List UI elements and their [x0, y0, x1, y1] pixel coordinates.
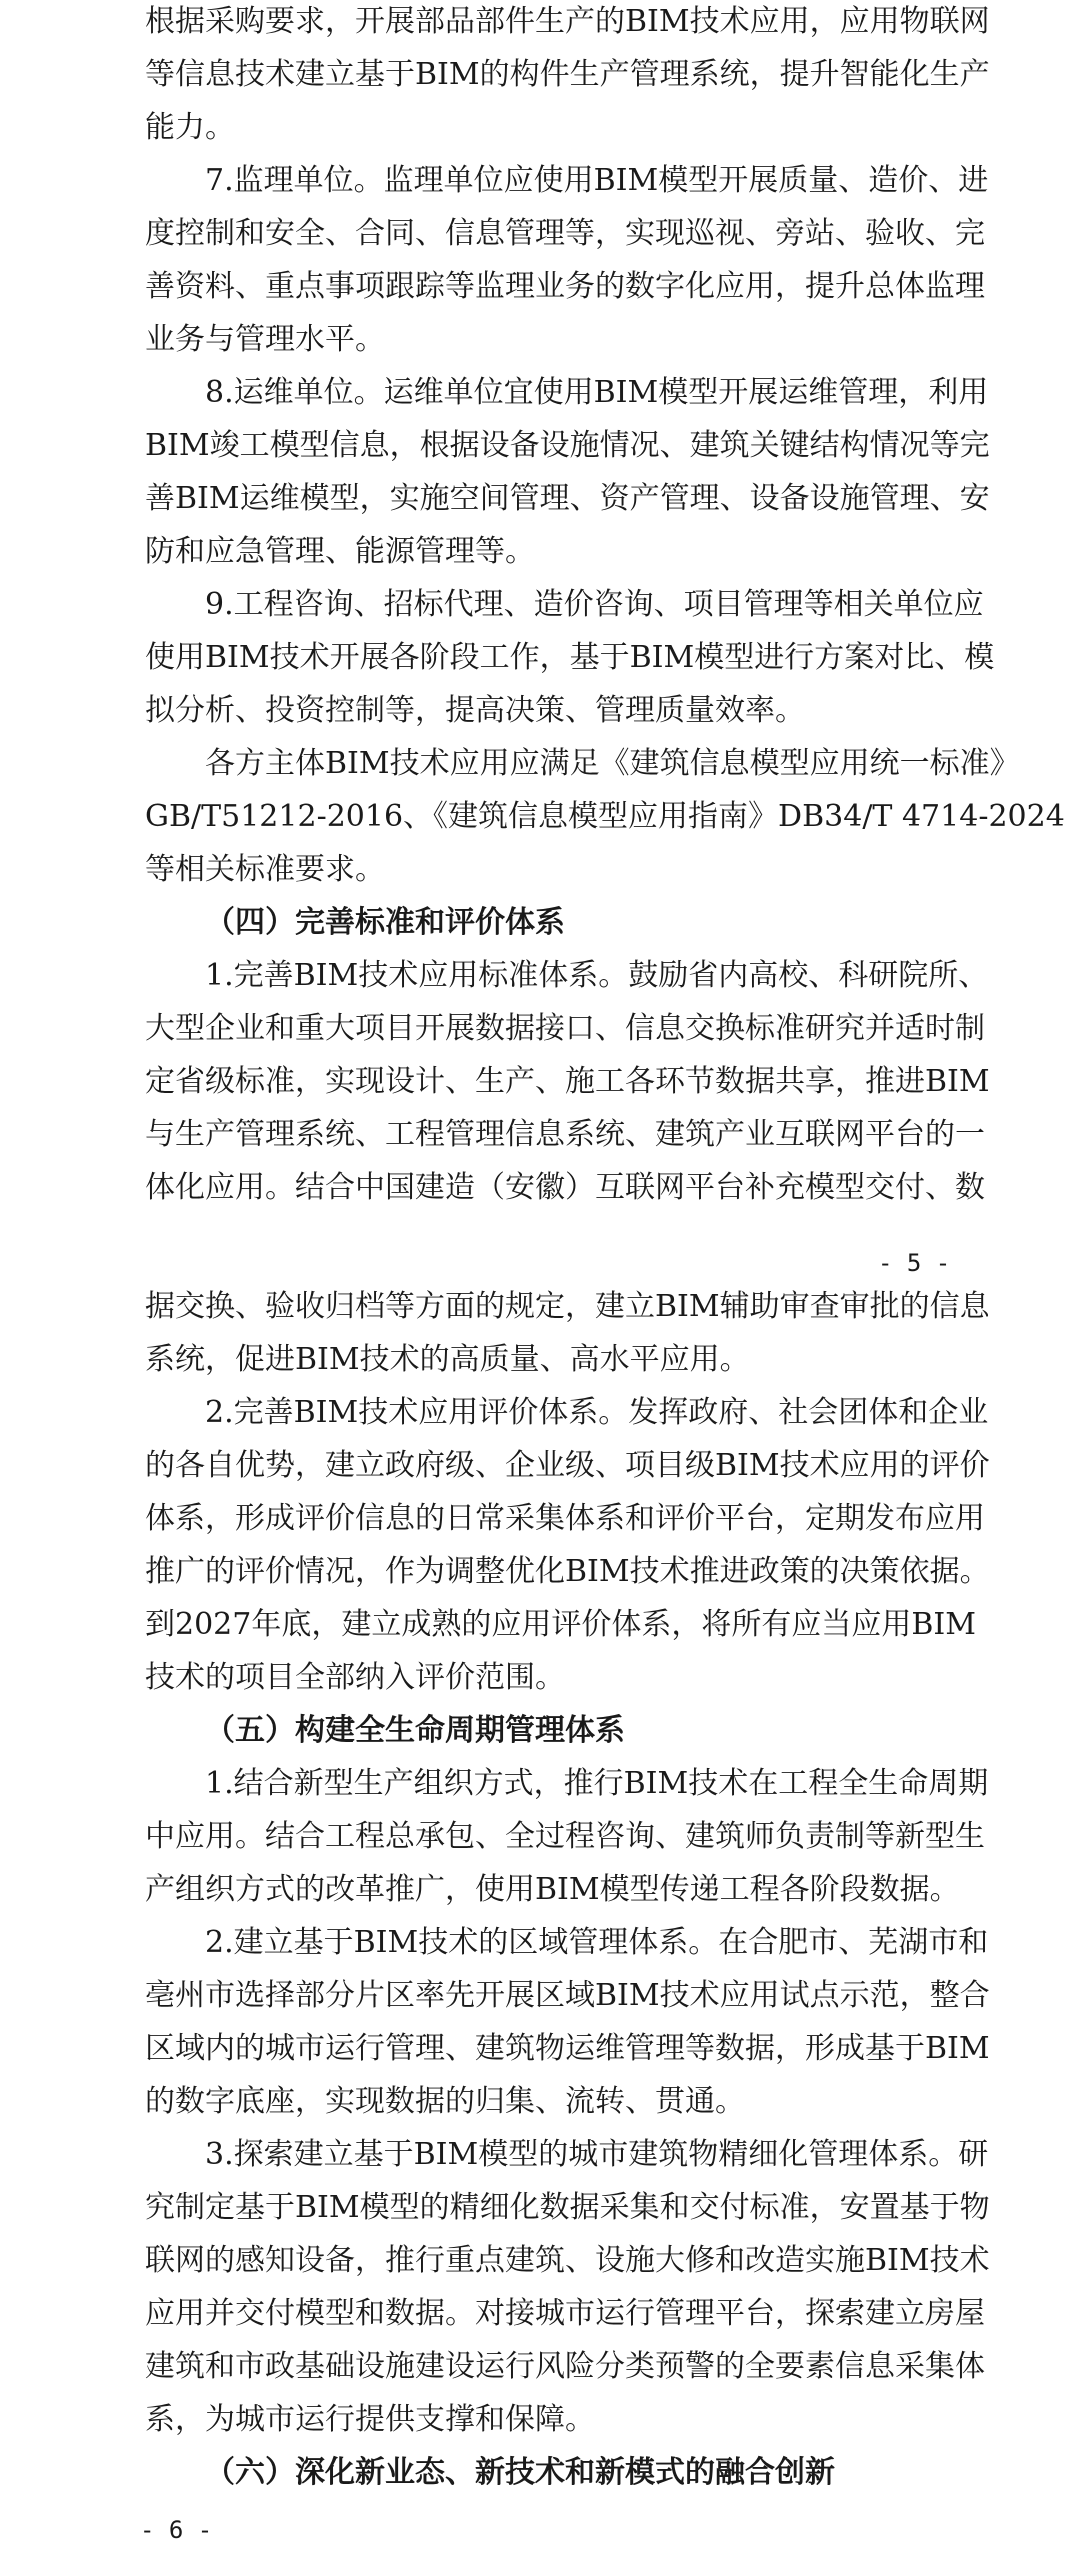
paragraph-line: 1.完善BIM技术应用标准体系。鼓励省内高校、科研院所、	[205, 958, 989, 993]
paragraph-line: 度控制和安全、合同、信息管理等，实现巡视、旁站、验收、完	[145, 216, 985, 251]
paragraph-line: 定省级标准，实现设计、生产、施工各环节数据共享，推进BIM	[145, 1064, 990, 1099]
paragraph-line: 3.探索建立基于BIM模型的城市建筑物精细化管理体系。研	[205, 2137, 989, 2172]
paragraph-line: BIM竣工模型信息，根据设备设施情况、建筑关键结构情况等完	[145, 428, 990, 463]
paragraph-line: 能力。	[145, 110, 235, 145]
paragraph-line: 系统，促进BIM技术的高质量、高水平应用。	[145, 1342, 750, 1377]
paragraph-line: 推广的评价情况，作为调整优化BIM技术推进政策的决策依据。	[145, 1554, 990, 1589]
paragraph-line: 善BIM运维模型，实施空间管理、资产管理、设备设施管理、安	[145, 481, 990, 516]
paragraph-line: 各方主体BIM技术应用应满足《建筑信息模型应用统一标准》	[205, 746, 1020, 781]
section-heading: （四）完善标准和评价体系	[205, 905, 565, 940]
paragraph-line: 的数字底座，实现数据的归集、流转、贯通。	[145, 2084, 745, 2119]
paragraph-line: 建筑和市政基础设施建设运行风险分类预警的全要素信息采集体	[145, 2349, 985, 2384]
paragraph-line: 技术的项目全部纳入评价范围。	[145, 1660, 565, 1695]
paragraph-line: 大型企业和重大项目开展数据接口、信息交换标准研究并适时制	[145, 1011, 985, 1046]
paragraph-line: 1.结合新型生产组织方式，推行BIM技术在工程全生命周期	[205, 1766, 989, 1801]
paragraph-line: 8.运维单位。运维单位宜使用BIM模型开展运维管理，利用	[205, 375, 989, 410]
paragraph-line: 系，为城市运行提供支撑和保障。	[145, 2402, 595, 2437]
paragraph-line: 根据采购要求，开展部品部件生产的BIM技术应用，应用物联网	[145, 4, 990, 39]
paragraph-line: 业务与管理水平。	[145, 322, 385, 357]
paragraph-line: 应用并交付模型和数据。对接城市运行管理平台，探索建立房屋	[145, 2296, 985, 2331]
paragraph-line: 中应用。结合工程总承包、全过程咨询、建筑师负责制等新型生	[145, 1819, 985, 1854]
paragraph-line: 体系，形成评价信息的日常采集体系和评价平台，定期发布应用	[145, 1501, 985, 1536]
paragraph-line: 的各自优势，建立政府级、企业级、项目级BIM技术应用的评价	[145, 1448, 990, 1483]
paragraph-line: 善资料、重点事项跟踪等监理业务的数字化应用，提升总体监理	[145, 269, 985, 304]
page-number: - 5 -	[878, 1249, 951, 1277]
paragraph-line: 据交换、验收归档等方面的规定，建立BIM辅助审查审批的信息	[145, 1289, 990, 1324]
paragraph-line: 9.工程咨询、招标代理、造价咨询、项目管理等相关单位应	[205, 587, 984, 622]
paragraph-line: 与生产管理系统、工程管理信息系统、建筑产业互联网平台的一	[145, 1117, 985, 1152]
paragraph-line: 联网的感知设备，推行重点建筑、设施大修和改造实施BIM技术	[145, 2243, 990, 2278]
paragraph-line: 体化应用。结合中国建造（安徽）互联网平台补充模型交付、数	[145, 1170, 985, 1205]
paragraph-line: 7.监理单位。监理单位应使用BIM模型开展质量、造价、进	[205, 163, 989, 198]
paragraph-line: 使用BIM技术开展各阶段工作，基于BIM模型进行方案对比、模	[145, 640, 995, 675]
paragraph-line: 产组织方式的改革推广，使用BIM模型传递工程各阶段数据。	[145, 1872, 960, 1907]
paragraph-line: 防和应急管理、能源管理等。	[145, 534, 535, 569]
page-number: - 6 -	[140, 2516, 213, 2544]
paragraph-line: 2.完善BIM技术应用评价体系。发挥政府、社会团体和企业	[205, 1395, 989, 1430]
paragraph-line: 等相关标准要求。	[145, 852, 385, 887]
paragraph-line: GB/T51212-2016、《建筑信息模型应用指南》DB34/T 4714-2024	[145, 799, 1065, 834]
paragraph-line: 区域内的城市运行管理、建筑物运维管理等数据，形成基于BIM	[145, 2031, 990, 2066]
paragraph-line: 2.建立基于BIM技术的区域管理体系。在合肥市、芜湖市和	[205, 1925, 989, 1960]
paragraph-line: 究制定基于BIM模型的精细化数据采集和交付标准，安置基于物	[145, 2190, 990, 2225]
paragraph-line: 拟分析、投资控制等，提高决策、管理质量效率。	[145, 693, 805, 728]
section-heading: （五）构建全生命周期管理体系	[205, 1713, 625, 1748]
section-heading: （六）深化新业态、新技术和新模式的融合创新	[205, 2455, 835, 2490]
paragraph-line: 亳州市选择部分片区率先开展区域BIM技术应用试点示范，整合	[145, 1978, 990, 2013]
paragraph-line: 等信息技术建立基于BIM的构件生产管理系统，提升智能化生产	[145, 57, 990, 92]
paragraph-line: 到2027年底，建立成熟的应用评价体系，将所有应当应用BIM	[145, 1607, 976, 1642]
